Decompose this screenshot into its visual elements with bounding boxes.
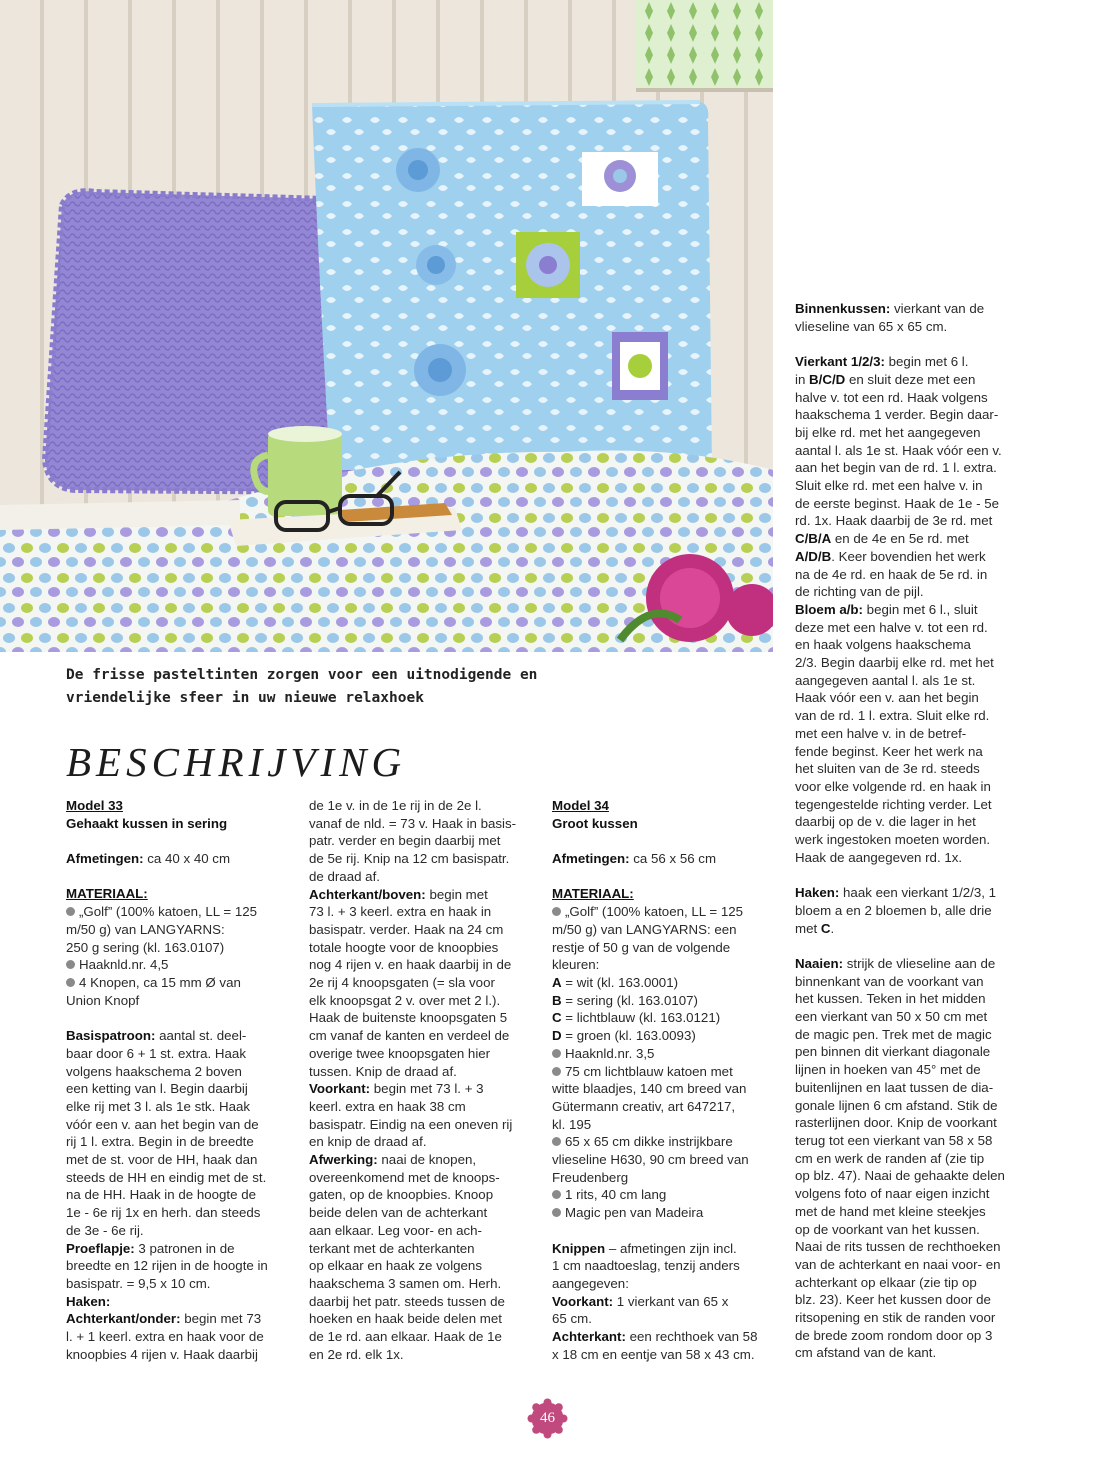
label: Afmetingen: [66, 851, 144, 867]
text: buitenlijnen en laat tussen de dia- [795, 1079, 994, 1095]
text: cm afstand van de kant. [795, 1345, 937, 1361]
text: Haaknld.nr. 4,5 [79, 957, 169, 973]
text: 1e - 6e rij 1x en herh. dan steeds [66, 1205, 261, 1221]
text: 2e rij 4 knoopsgaten (= sla voor [309, 975, 495, 991]
bullet-icon [66, 978, 75, 987]
text: lijnen in hoeken van 45° met de [795, 1062, 981, 1078]
bullet-icon [552, 1067, 561, 1076]
text: witte blaadjes, 140 cm breed van [552, 1081, 747, 1097]
column-model-33 [66, 797, 291, 1363]
text: rd. 1x. Haak daarbij de 3e rd. met [795, 513, 993, 529]
section-heading: BESCHRIJVING [66, 739, 407, 785]
text: Union Knopf [66, 992, 140, 1008]
text: Freudenberg [552, 1169, 629, 1185]
text: 73 l. + 3 keerl. extra en haak in [309, 904, 492, 920]
text: Haaknld.nr. 3,5 [565, 1045, 655, 1061]
label: Knippen [552, 1240, 606, 1256]
bullet-icon [66, 907, 75, 916]
label: Vierkant 1/2/3: [795, 354, 885, 370]
text: daarbij op de v. die lager in het [795, 814, 976, 830]
text: halve v. tot een rd. Haak volgens [795, 389, 988, 405]
text: aan het begin van de rd. 1 l. extra. [795, 460, 997, 476]
text: op blz. 47). Naai de gehaakte delen [795, 1168, 1005, 1184]
text: – afmetingen zijn incl. [605, 1240, 737, 1256]
label: Naaien: [795, 955, 844, 971]
hero-photo [0, 0, 773, 652]
text: Haak de aangegeven rd. 1x. [795, 849, 963, 865]
text: na de HH. Haak in de hoogte de [66, 1187, 256, 1203]
text: haak een vierkant 1/2/3, 1 [839, 885, 997, 901]
text: rij 1 l. extra. Begin in de breedte [66, 1134, 254, 1150]
text: begin met 6 l. [884, 354, 969, 370]
text: 1 cm naadtoeslag, tenzij anders [552, 1258, 740, 1274]
text: = wit (kl. 163.0001) [561, 975, 679, 990]
label: Bloem a/b: [795, 601, 863, 617]
text: bij elke rd. met het aangegeven [795, 424, 981, 440]
text: elk knoopsgat 2 v. over met 2 l.). [309, 992, 501, 1008]
text: van de achterkant en naai voor- en [795, 1256, 1001, 1272]
model-subtitle: Gehaakt kussen in sering [66, 815, 228, 831]
model-title: Model 33 [66, 798, 123, 813]
text: knoopbies 4 rijen v. Haak daarbij [66, 1346, 258, 1362]
text: Sluit elke rd. met een halve v. in [795, 478, 983, 494]
text: l. + 1 keerl. extra en haak voor de [66, 1329, 264, 1345]
caption-line: De frisse pasteltinten zorgen voor een uitnodigende en [66, 667, 538, 683]
text: steeds de HH en eindig met de st. [66, 1169, 267, 1185]
model-title: Model 34 [552, 798, 609, 813]
text: het kussen. Teken in het midden [795, 991, 986, 1007]
label: B/C/D [809, 371, 846, 387]
text: cm vanaf de kanten en verdeel de [309, 1028, 510, 1044]
text: terug tot een vierkant van 58 x 58 [795, 1133, 993, 1148]
text: Haak vóór een v. aan het begin [795, 690, 979, 706]
text: baar door 6 + 1 st. extra. Haak [66, 1045, 246, 1061]
text: overeenkomend met de knoops- [309, 1169, 500, 1185]
bullet-icon [552, 1190, 561, 1199]
text: en de 4e en 5e rd. met [831, 531, 969, 547]
label: Achterkant/onder: [66, 1311, 181, 1327]
text: de 5e rij. Knip na 12 cm basispatr. [309, 851, 510, 867]
text: fende beginst. Keer het werk na [795, 743, 983, 759]
label: C [820, 920, 831, 936]
text: de 1e v. in de 1e rij in de 2e l. [309, 798, 482, 813]
text: begin met [425, 886, 488, 902]
text: x 18 cm en eentje van 58 x 43 cm. [552, 1346, 755, 1362]
text: voor elke volgende rd. en haak in [795, 778, 991, 794]
caption-line: vriendelijke sfeer in uw nieuwe relaxhoek [66, 690, 424, 706]
text: gaten, op de knoopbies. Knoop [309, 1187, 494, 1203]
text: gonale lijnen 6 cm afstand. Stik de [795, 1097, 998, 1113]
label: Haken: [66, 1293, 111, 1309]
text: haakschema 3 samen om. Herh. [309, 1275, 502, 1291]
text: begin met 73 [180, 1311, 262, 1327]
label: A/D/B [795, 548, 832, 564]
text: . Keer bovendien het werk [831, 548, 986, 564]
text: tegengestelde richting verder. Let [795, 796, 992, 812]
text: de 1e rd. aan elkaar. Haak de 1e [309, 1329, 502, 1345]
text: een rechthoek van 58 [625, 1329, 758, 1345]
text: vlieseline van 65 x 65 cm. [795, 318, 948, 334]
text: m/50 g) van LANGYARNS: een [552, 921, 737, 937]
text: met [795, 920, 821, 936]
text: een ketting van l. Begin daarbij [66, 1081, 248, 1097]
text: van de rd. 1 l. extra. Sluit elke rd. [795, 708, 990, 724]
text: naai de knopen, [377, 1152, 477, 1168]
bullet-icon [552, 1137, 561, 1146]
text: een vierkant van 50 x 50 cm met [795, 1009, 988, 1025]
text: terkant met de achterkanten [309, 1240, 475, 1256]
text: de 3e - 6e rij. [66, 1222, 144, 1238]
label: Afmetingen: [552, 851, 630, 867]
text: overige twee knoopsgaten hier [309, 1045, 491, 1061]
photo-caption [66, 664, 626, 710]
label: Proeflapje: [66, 1240, 135, 1256]
text: vlieseline H630, 90 cm breed van [552, 1152, 749, 1168]
text: „Golf” (100% katoen, LL = 125 [79, 904, 258, 920]
bullet-icon [552, 907, 561, 916]
text: ca 40 x 40 cm [143, 851, 231, 867]
text: = groen (kl. 163.0093) [561, 1028, 696, 1044]
text: 1 vierkant van 65 x [613, 1293, 729, 1309]
text: met de st. voor de HH, haak dan [66, 1152, 258, 1168]
page-number-badge [527, 1398, 568, 1439]
text: volgens haakschema 2 boven [66, 1063, 242, 1079]
text: daarbij het patr. steeds tussen de [309, 1293, 505, 1309]
text: kl. 195 [552, 1116, 592, 1132]
text: de richting van de pijl. [795, 584, 924, 600]
text: 75 cm lichtblauw katoen met [565, 1063, 733, 1079]
text: en 2e rd. elk 1x. [309, 1346, 404, 1362]
text: rasterlijnen door. Knip de voorkant [795, 1115, 997, 1131]
text: en sluit deze met een [845, 371, 976, 387]
text: met de hand met kleine steekjes [795, 1203, 986, 1219]
text: bloem a en 2 bloemen b, alle drie [795, 902, 992, 918]
text: binnenkant van de voorkant van [795, 973, 984, 989]
bullet-icon [66, 960, 75, 969]
label: Binnenkussen: [795, 301, 891, 316]
text: 65 x 65 cm dikke instrijkbare [565, 1134, 733, 1150]
text: m/50 g) van LANGYARNS: [66, 921, 225, 937]
bullet-icon [552, 1049, 561, 1058]
text: vanaf de nld. = 73 v. Haak in basis- [309, 815, 517, 831]
text: en knip de draad af. [309, 1134, 427, 1150]
text: breedte en 12 rijen in de hoogte in [66, 1258, 268, 1274]
text: tussen. Knip de draad af. [309, 1063, 457, 1079]
text: begin met 6 l., sluit [862, 601, 978, 617]
text: en haak volgens haakschema [795, 637, 971, 653]
text: haakschema 1 verder. Begin daar- [795, 407, 999, 423]
text: blz. 23). Keer het kussen door de [795, 1292, 991, 1308]
text: totale hoogte voor de knoopbies [309, 939, 499, 955]
text: basispatr. Eindig na een oneven rij [309, 1116, 513, 1132]
text: 1 rits, 40 cm lang [565, 1187, 667, 1203]
text: aangegeven aantal l. als 1e st. [795, 672, 976, 688]
label: Basispatroon: [66, 1028, 156, 1044]
label: C [552, 1010, 562, 1026]
label: Voorkant: [552, 1293, 614, 1309]
text: ca 56 x 56 cm [629, 851, 717, 867]
text: met een halve v. in de betref- [795, 725, 967, 741]
label: Achterkant/boven: [309, 886, 426, 902]
text: de draad af. [309, 868, 380, 884]
text: 65 cm. [552, 1311, 592, 1327]
text: . [830, 920, 835, 936]
text: de magic pen. Trek met de magic [795, 1026, 992, 1042]
text: ritsopening en stik de randen voor [795, 1310, 996, 1326]
text: nog 4 rijen v. en haak daarbij in de [309, 957, 512, 973]
page-number: 46 [540, 1410, 555, 1426]
text: basispatr. verder. Haak na 24 cm [309, 921, 504, 937]
text: deze met een halve v. tot een rd. [795, 619, 988, 635]
column-continued [309, 797, 534, 1364]
bullet-icon [552, 1208, 561, 1217]
text: cm en werk de randen af (zie tip [795, 1150, 985, 1166]
text: in [795, 371, 810, 387]
text: Gütermann creativ, art 647217, [552, 1098, 736, 1114]
label: A [552, 975, 562, 990]
text: basispatr. = 9,5 x 10 cm. [66, 1275, 211, 1291]
text: op de voorkant van het kussen. [795, 1221, 980, 1237]
text: 2/3. Begin daarbij elke rd. met het [795, 655, 994, 671]
label: D [552, 1028, 562, 1044]
model-subtitle: Groot kussen [552, 815, 638, 831]
text: het sluiten van de 3e rd. steeds [795, 761, 980, 777]
text: op elkaar en haak ze volgens [309, 1258, 482, 1274]
text: aangegeven: [552, 1275, 629, 1291]
text: aantal st. deel- [155, 1028, 247, 1044]
text: patr. verder en begin daarbij met [309, 833, 501, 849]
column-instructions [795, 300, 1027, 1362]
label: Voorkant: [309, 1081, 371, 1097]
text: = lichtblauw (kl. 163.0121) [561, 1010, 721, 1026]
text: vierkant van de [890, 301, 985, 316]
text: Naai de rits tussen de rechthoeken [795, 1239, 1001, 1255]
text: 3 patronen in de [134, 1240, 235, 1256]
text: aantal l. als 1e st. Haak vóór een v. [795, 442, 1002, 458]
text: de eerste beginst. Haak de 1e - 5e [795, 495, 1000, 511]
text: de brede zoom rondom door op 3 [795, 1327, 993, 1343]
label: Achterkant: [552, 1329, 626, 1345]
text: restje of 50 g van de volgende [552, 939, 731, 955]
text: „Golf” (100% katoen, LL = 125 [565, 904, 744, 920]
text: achterkant op elkaar (zie tip op [795, 1274, 977, 1290]
text: 4 Knopen, ca 15 mm Ø van [79, 975, 241, 990]
label: C/B/A [795, 531, 832, 547]
label: B [552, 992, 562, 1008]
column-model-34 [552, 797, 777, 1363]
text: beide delen van de achterkant [309, 1205, 488, 1221]
text: Haak de buitenste knoopsgaten 5 [309, 1010, 508, 1026]
text: pen binnen dit vierkant diagonale [795, 1044, 991, 1060]
text: elke rij met 3 l. als 1e stk. Haak [66, 1098, 251, 1114]
text: volgens foto of naar eigen inzicht [795, 1186, 990, 1202]
text: kleuren: [552, 957, 600, 973]
text: vóór een v. aan het begin van de [66, 1116, 259, 1132]
text: 250 g sering (kl. 163.0107) [66, 939, 225, 955]
text: strijk de vlieseline aan de [843, 955, 996, 971]
text: begin met 73 l. + 3 [370, 1081, 484, 1097]
section-label: MATERIAAL: [552, 886, 634, 902]
label: Afwerking: [309, 1152, 378, 1168]
text: keerl. extra en haak 38 cm [309, 1098, 466, 1114]
label: Haken: [795, 885, 840, 901]
text: hoeken en haak beide delen met [309, 1311, 502, 1327]
section-label: MATERIAAL: [66, 886, 148, 902]
text: na de 4e rd. en haak de 5e rd. in [795, 566, 988, 582]
text: werk ingestoken moeten worden. [795, 832, 991, 848]
text: = sering (kl. 163.0107) [561, 992, 698, 1008]
text: Magic pen van Madeira [565, 1205, 704, 1221]
text: aan elkaar. Leg voor- en ach- [309, 1222, 482, 1238]
